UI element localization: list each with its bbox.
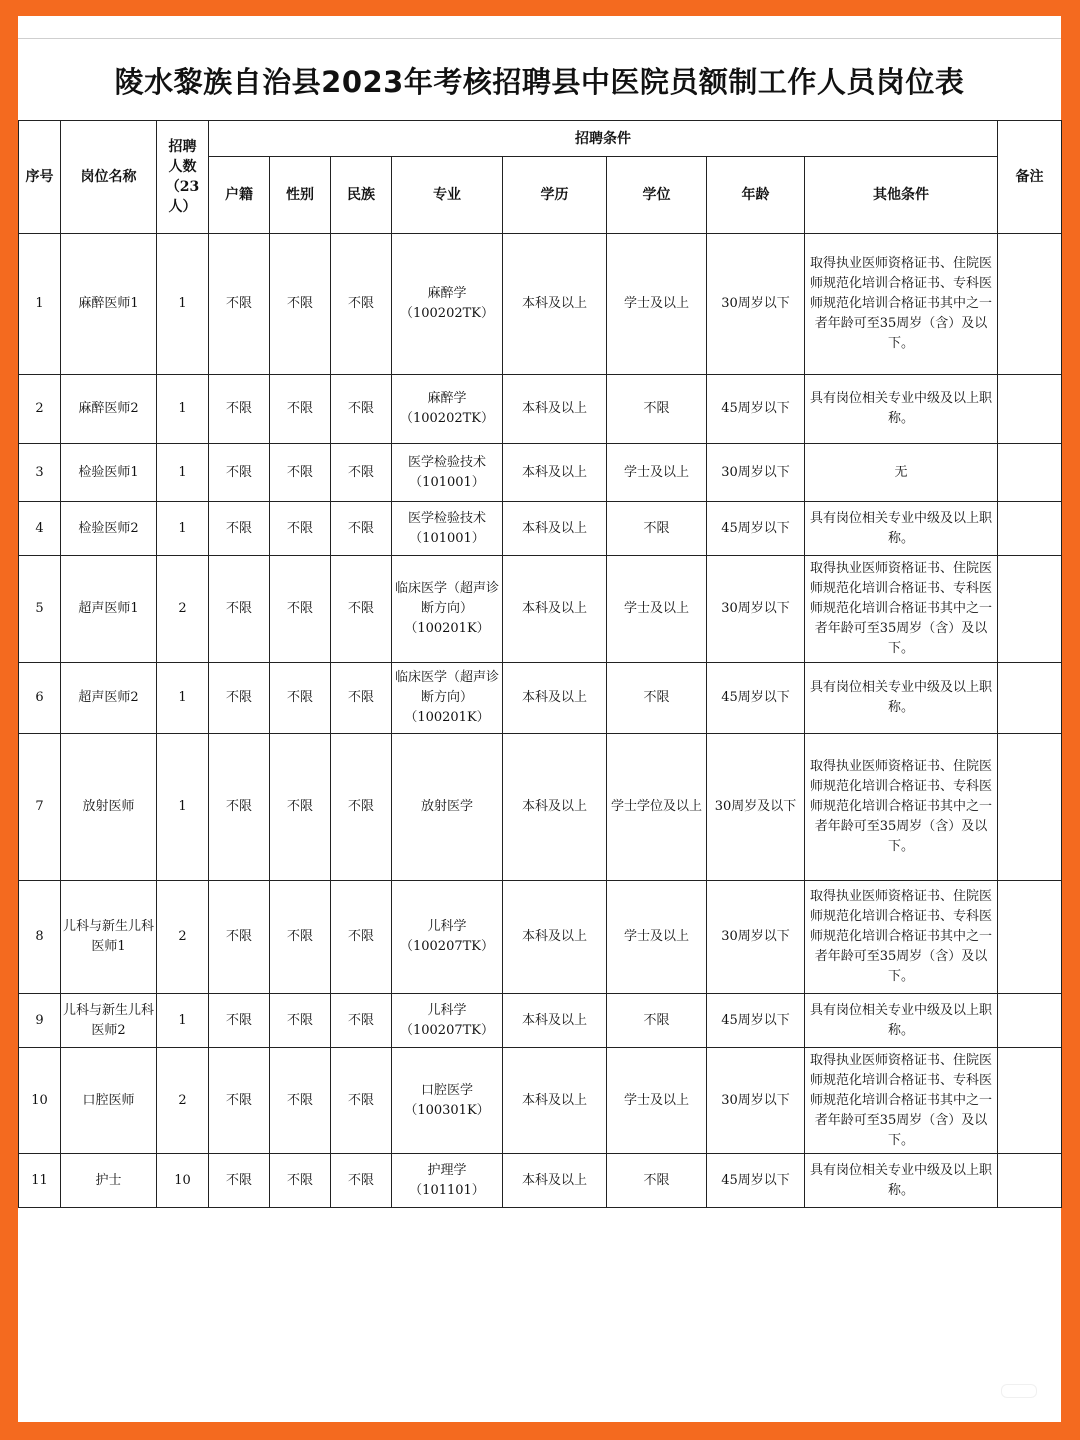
cell-gender: 不限 (270, 556, 331, 663)
cell-education: 本科及以上 (503, 881, 607, 994)
cell-degree: 不限 (607, 502, 707, 556)
table-row (19, 663, 1062, 734)
cell-remarks (998, 734, 1062, 881)
cell-other: 无 (805, 444, 998, 502)
cell-remarks (998, 881, 1062, 994)
cell-other: 取得执业医师资格证书、住院医师规范化培训合格证书、专科医师规范化培训合格证书其中之一者年龄可至35周岁（含）及以下。 (805, 1048, 998, 1154)
cell-age: 30周岁以下 (707, 1048, 805, 1154)
header-gender: 性别 (270, 157, 331, 234)
header-conditions: 招聘条件 (209, 121, 998, 157)
cell-major: 医学检验技术（101001） (392, 444, 503, 502)
cell-count: 2 (157, 881, 209, 994)
header-seq: 序号 (19, 121, 61, 234)
cell-huji: 不限 (209, 1048, 270, 1154)
cell-ethnicity: 不限 (331, 994, 392, 1048)
cell-remarks (998, 663, 1062, 734)
cell-education: 本科及以上 (503, 234, 607, 375)
cell-remarks (998, 1154, 1062, 1208)
header-education: 学历 (503, 157, 607, 234)
cell-other: 取得执业医师资格证书、住院医师规范化培训合格证书、专科医师规范化培训合格证书其中之一者年龄可至35周岁（含）及以下。 (805, 556, 998, 663)
cell-major: 儿科学（100207TK） (392, 881, 503, 994)
cell-education: 本科及以上 (503, 734, 607, 881)
cell-education: 本科及以上 (503, 1154, 607, 1208)
cell-post: 放射医师 (61, 734, 157, 881)
cell-other: 具有岗位相关专业中级及以上职称。 (805, 1154, 998, 1208)
cell-ethnicity: 不限 (331, 556, 392, 663)
cell-major: 放射医学 (392, 734, 503, 881)
cell-gender: 不限 (270, 1154, 331, 1208)
cell-degree: 不限 (607, 994, 707, 1048)
cell-ethnicity: 不限 (331, 502, 392, 556)
cell-remarks (998, 375, 1062, 444)
cell-huji: 不限 (209, 234, 270, 375)
cell-education: 本科及以上 (503, 502, 607, 556)
cell-gender: 不限 (270, 663, 331, 734)
table-row (19, 556, 1062, 663)
cell-seq: 1 (19, 234, 61, 375)
cell-post: 儿科与新生儿科医师1 (61, 881, 157, 994)
cell-huji: 不限 (209, 444, 270, 502)
cell-huji: 不限 (209, 881, 270, 994)
document-sheet (18, 16, 1061, 1422)
table-row (19, 502, 1062, 556)
cell-degree: 学士及以上 (607, 234, 707, 375)
cell-count: 10 (157, 1154, 209, 1208)
cell-education: 本科及以上 (503, 1048, 607, 1154)
header-huji: 户籍 (209, 157, 270, 234)
cell-seq: 3 (19, 444, 61, 502)
cell-count: 1 (157, 663, 209, 734)
header-other: 其他条件 (805, 157, 998, 234)
cell-post: 检验医师2 (61, 502, 157, 556)
table-row (19, 1154, 1062, 1208)
cell-age: 45周岁以下 (707, 663, 805, 734)
cell-age: 45周岁以下 (707, 994, 805, 1048)
cell-count: 1 (157, 994, 209, 1048)
cell-other: 取得执业医师资格证书、住院医师规范化培训合格证书、专科医师规范化培训合格证书其中之一者年龄可至35周岁（含）及以下。 (805, 234, 998, 375)
cell-huji: 不限 (209, 1154, 270, 1208)
cell-major: 护理学（101101） (392, 1154, 503, 1208)
cell-gender: 不限 (270, 734, 331, 881)
header-post: 岗位名称 (61, 121, 157, 234)
cell-post: 麻醉医师1 (61, 234, 157, 375)
cell-gender: 不限 (270, 234, 331, 375)
cell-major: 临床医学（超声诊断方向）（100201K） (392, 556, 503, 663)
table-row (19, 375, 1062, 444)
cell-huji: 不限 (209, 375, 270, 444)
cell-age: 45周岁以下 (707, 502, 805, 556)
cell-seq: 4 (19, 502, 61, 556)
cell-count: 2 (157, 1048, 209, 1154)
cell-seq: 8 (19, 881, 61, 994)
cell-post: 儿科与新生儿科医师2 (61, 994, 157, 1048)
cell-count: 1 (157, 375, 209, 444)
cell-count: 2 (157, 556, 209, 663)
cell-remarks (998, 1048, 1062, 1154)
cell-ethnicity: 不限 (331, 734, 392, 881)
cell-ethnicity: 不限 (331, 375, 392, 444)
cell-ethnicity: 不限 (331, 663, 392, 734)
table-row (19, 994, 1062, 1048)
cell-post: 检验医师1 (61, 444, 157, 502)
cell-ethnicity: 不限 (331, 881, 392, 994)
cell-huji: 不限 (209, 502, 270, 556)
cell-ethnicity: 不限 (331, 444, 392, 502)
cell-major: 医学检验技术（101001） (392, 502, 503, 556)
cell-post: 麻醉医师2 (61, 375, 157, 444)
cell-degree: 不限 (607, 1154, 707, 1208)
cell-age: 30周岁以下 (707, 556, 805, 663)
cell-other: 具有岗位相关专业中级及以上职称。 (805, 994, 998, 1048)
cell-ethnicity: 不限 (331, 1048, 392, 1154)
watermark-badge (1001, 1384, 1037, 1398)
cell-ethnicity: 不限 (331, 1154, 392, 1208)
cell-count: 1 (157, 502, 209, 556)
table-row (19, 444, 1062, 502)
position-table (18, 120, 1062, 1208)
table-row (19, 234, 1062, 375)
cell-huji: 不限 (209, 663, 270, 734)
cell-post: 超声医师2 (61, 663, 157, 734)
cell-post: 超声医师1 (61, 556, 157, 663)
cell-degree: 学士及以上 (607, 1048, 707, 1154)
cell-huji: 不限 (209, 734, 270, 881)
cell-age: 45周岁以下 (707, 1154, 805, 1208)
cell-age: 30周岁以下 (707, 234, 805, 375)
cell-remarks (998, 444, 1062, 502)
cell-degree: 不限 (607, 663, 707, 734)
cell-other: 取得执业医师资格证书、住院医师规范化培训合格证书、专科医师规范化培训合格证书其中之一者年龄可至35周岁（含）及以下。 (805, 881, 998, 994)
header-count: 招聘人数（23人） (157, 121, 209, 234)
cell-age: 30周岁以下 (707, 444, 805, 502)
cell-education: 本科及以上 (503, 375, 607, 444)
cell-degree: 学士及以上 (607, 556, 707, 663)
cell-gender: 不限 (270, 881, 331, 994)
cell-other: 具有岗位相关专业中级及以上职称。 (805, 663, 998, 734)
cell-other: 取得执业医师资格证书、住院医师规范化培训合格证书、专科医师规范化培训合格证书其中之一者年龄可至35周岁（含）及以下。 (805, 734, 998, 881)
cell-age: 30周岁以下 (707, 881, 805, 994)
cell-huji: 不限 (209, 994, 270, 1048)
cell-post: 口腔医师 (61, 1048, 157, 1154)
table-row (19, 881, 1062, 994)
table-row (19, 734, 1062, 881)
cell-education: 本科及以上 (503, 663, 607, 734)
cell-education: 本科及以上 (503, 556, 607, 663)
cell-major: 麻醉学（100202TK） (392, 375, 503, 444)
cell-gender: 不限 (270, 444, 331, 502)
cell-remarks (998, 994, 1062, 1048)
cell-seq: 6 (19, 663, 61, 734)
cell-degree: 学士及以上 (607, 881, 707, 994)
cell-age: 30周岁及以下 (707, 734, 805, 881)
cell-gender: 不限 (270, 375, 331, 444)
cell-education: 本科及以上 (503, 994, 607, 1048)
cell-major: 麻醉学（100202TK） (392, 234, 503, 375)
header-ethnicity: 民族 (331, 157, 392, 234)
cell-remarks (998, 234, 1062, 375)
cell-huji: 不限 (209, 556, 270, 663)
title-row (18, 38, 1061, 121)
cell-education: 本科及以上 (503, 444, 607, 502)
cell-degree: 学士及以上 (607, 444, 707, 502)
cell-seq: 7 (19, 734, 61, 881)
cell-age: 45周岁以下 (707, 375, 805, 444)
cell-seq: 2 (19, 375, 61, 444)
cell-ethnicity: 不限 (331, 234, 392, 375)
cell-major: 口腔医学（100301K） (392, 1048, 503, 1154)
cell-other: 具有岗位相关专业中级及以上职称。 (805, 502, 998, 556)
cell-major: 儿科学（100207TK） (392, 994, 503, 1048)
cell-gender: 不限 (270, 502, 331, 556)
cell-other: 具有岗位相关专业中级及以上职称。 (805, 375, 998, 444)
cell-seq: 9 (19, 994, 61, 1048)
cell-seq: 11 (19, 1154, 61, 1208)
cell-count: 1 (157, 234, 209, 375)
cell-remarks (998, 556, 1062, 663)
cell-seq: 5 (19, 556, 61, 663)
cell-remarks (998, 502, 1062, 556)
cell-post: 护士 (61, 1154, 157, 1208)
cell-major: 临床医学（超声诊断方向）（100201K） (392, 663, 503, 734)
cell-degree: 学士学位及以上 (607, 734, 707, 881)
cell-gender: 不限 (270, 994, 331, 1048)
cell-count: 1 (157, 734, 209, 881)
header-age: 年龄 (707, 157, 805, 234)
cell-seq: 10 (19, 1048, 61, 1154)
cell-count: 1 (157, 444, 209, 502)
cell-degree: 不限 (607, 375, 707, 444)
table-row (19, 1048, 1062, 1154)
header-major: 专业 (392, 157, 503, 234)
page-title: 陵水黎族自治县2023年考核招聘县中医院员额制工作人员岗位表 (114, 64, 965, 99)
header-degree: 学位 (607, 157, 707, 234)
cell-gender: 不限 (270, 1048, 331, 1154)
header-remarks: 备注 (998, 121, 1062, 234)
